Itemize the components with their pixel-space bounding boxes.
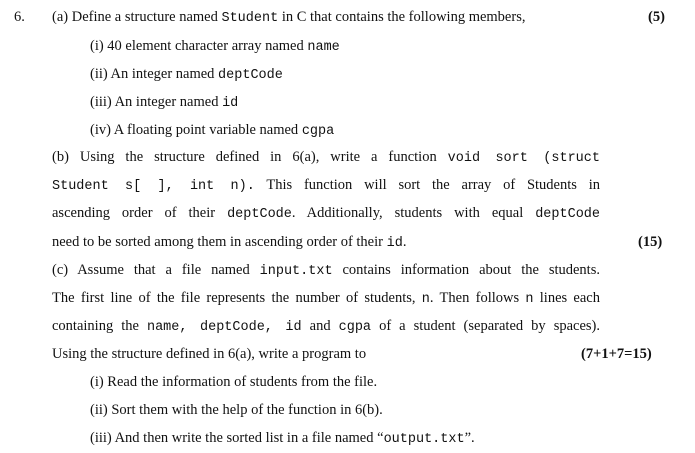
part-c-code: name, deptCode, id — [146, 320, 302, 335]
part-a-heading — [52, 9, 525, 26]
part-c-line-4: Using the structure defined in 6(a), write a program to — [52, 346, 367, 362]
part-c-marks: (7+1+7=15) — [581, 346, 652, 362]
part-c-text: . Then follows — [429, 290, 526, 306]
part-a-code-student: Student — [221, 11, 279, 26]
part-c-code: n — [421, 292, 430, 307]
part-b-text: . — [402, 234, 407, 250]
part-c-text: of a student (separated by spaces). — [371, 318, 600, 334]
member-code: deptCode — [218, 68, 283, 83]
part-a-marks: (5) — [648, 9, 665, 25]
part-c-line-3 — [52, 318, 600, 335]
part-c-text: and — [301, 318, 339, 334]
part-b-text: ascending order of their — [52, 205, 228, 221]
part-c-text: (c) Assume that a file named — [52, 262, 260, 278]
part-c-line-2 — [52, 290, 600, 307]
part-b-text: need to be sorted among them in ascending order of their — [52, 234, 387, 250]
part-c-line-1 — [52, 262, 600, 279]
step-text: ”. — [464, 430, 475, 446]
part-b-line-2 — [52, 177, 600, 194]
member-code: id — [222, 96, 239, 111]
step-item: (ii) Sort them with the help of the function in 6(b). — [90, 402, 383, 418]
step-item: (i) Read the information of students from the file. — [90, 374, 378, 390]
member-text: (ii) An integer named — [90, 66, 219, 82]
part-b-text: This function will sort the array of Students in — [254, 177, 600, 193]
member-item — [90, 94, 238, 111]
part-b-code: void sort (struct — [447, 151, 600, 166]
member-code: name — [307, 40, 340, 55]
part-b-code: id — [386, 236, 403, 251]
question-number: 6. — [14, 9, 25, 25]
part-c-code: cgpa — [338, 320, 372, 335]
part-c-text: contains information about the students. — [332, 262, 600, 278]
part-b-code: Student s[ ], int n). — [52, 179, 255, 194]
part-b-line-1 — [52, 149, 600, 166]
part-c-text: lines each — [533, 290, 600, 306]
part-b-text: . Additionally, students with equal — [291, 205, 536, 221]
part-b-line-4 — [52, 234, 406, 251]
part-c-code: input.txt — [259, 264, 333, 279]
member-text: (i) 40 element character array named — [90, 38, 308, 54]
part-c-code: n — [525, 292, 534, 307]
part-a-text-post: in C that contains the following members, — [278, 9, 526, 25]
step-text: (iii) And then write the sorted list in a file named “ — [90, 430, 384, 446]
step-code: output.txt — [383, 432, 465, 447]
member-item — [90, 66, 283, 83]
part-a-text-pre: (a) Define a structure named — [52, 9, 222, 25]
member-item — [90, 38, 340, 55]
part-b-text: (b) Using the structure defined in 6(a), write a function — [52, 149, 448, 165]
part-b-code: deptCode — [227, 207, 292, 222]
part-b-marks: (15) — [638, 234, 663, 250]
part-b-code: deptCode — [535, 207, 600, 222]
part-c-text: containing the — [52, 318, 147, 334]
member-item — [90, 122, 334, 139]
part-c-text: The first line of the file represents the number of students, — [52, 290, 422, 306]
part-b-line-3 — [52, 205, 600, 222]
member-text: (iii) An integer named — [90, 94, 223, 110]
member-code: cgpa — [301, 124, 335, 139]
step-item — [90, 430, 475, 447]
member-text: (iv) A floating point variable named — [90, 122, 302, 138]
